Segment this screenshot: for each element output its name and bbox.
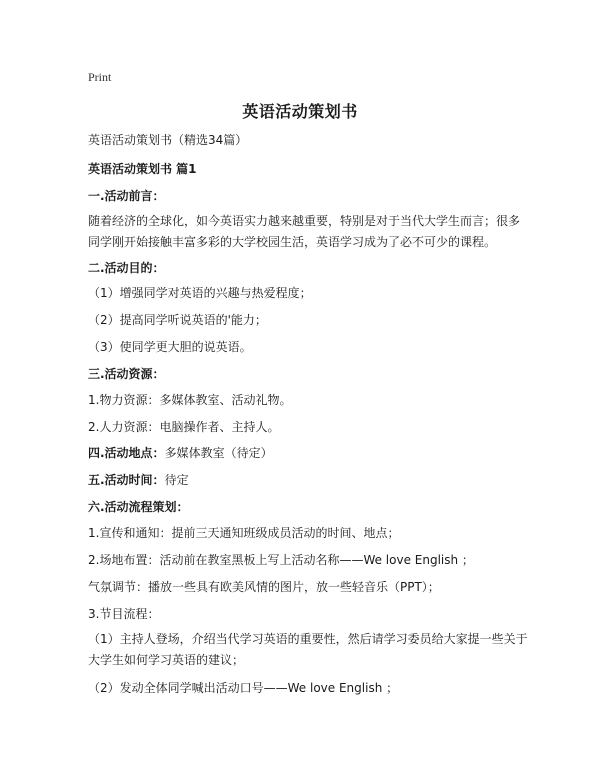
time-line <box>88 471 530 489</box>
program-item: （2）发动全体同学喊出活动口号——We love English ； <box>88 681 399 695</box>
purpose-item: （1）增强同学对英语的兴趣与热爱程度； <box>88 286 312 300</box>
process-item: 2.场地布置：活动前在教室黑板上写上活动名称——We love English ； <box>88 553 474 567</box>
time-heading: 五.活动时间： <box>88 473 165 487</box>
purpose-heading: 二.活动目的： <box>88 261 165 275</box>
preface-paragraph: 随着经济的全球化，如今英语实力越来越重要，特别是对于当代大学生而言；很多同学刚开始接触丰富多彩的大学校园生活，英语学习成为了必不可少的课程。 <box>88 214 521 249</box>
location-heading: 四.活动地点： <box>88 446 165 460</box>
time-value: 待定 <box>164 473 189 487</box>
program-item: （1）主持人登场，介绍当代学习英语的重要性，然后请学习委员给大家提一些关于大学生如何学习英语的建议； <box>88 632 528 667</box>
location-line <box>88 444 530 462</box>
chapter-title: 英语活动策划书 篇1 <box>88 162 197 176</box>
resources-heading: 三.活动资源： <box>88 367 165 381</box>
purpose-item: （2）提高同学听说英语的'能力； <box>88 313 267 327</box>
location-value: 多媒体教室（待定） <box>164 446 273 460</box>
process-item: 气氛调节：播放一些具有欧美风情的图片，放一些轻音乐（PPT）； <box>88 580 440 594</box>
process-item: 3.节目流程： <box>88 607 160 621</box>
document-title: 英语活动策划书 <box>242 102 358 121</box>
document-subtitle: 英语活动策划书（精选34篇） <box>88 133 248 147</box>
process-item: 1.宣传和通知：提前三天通知班级成员活动的时间、地点； <box>88 526 400 540</box>
process-heading: 六.活动流程策划： <box>88 500 189 514</box>
print-label: Print <box>88 70 112 84</box>
preface-heading: 一.活动前言： <box>88 189 165 203</box>
resources-item: 2.人力资源：电脑操作者、主持人。 <box>88 420 280 434</box>
purpose-item: （3）使同学更大胆的说英语。 <box>88 340 252 354</box>
resources-item: 1.物力资源：多媒体教室、活动礼物。 <box>88 393 292 407</box>
